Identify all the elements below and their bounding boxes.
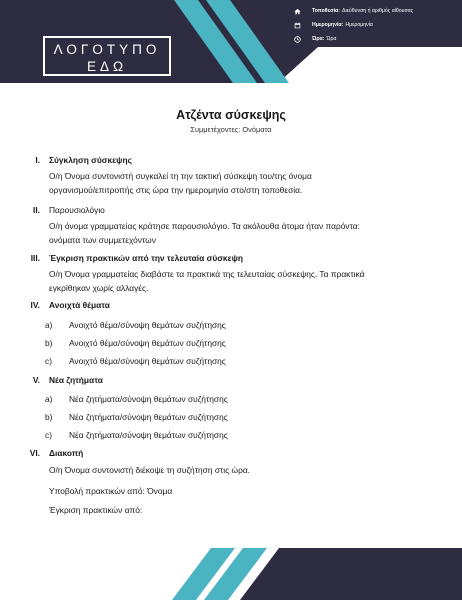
logo-placeholder: ΛΟΓΟΤΥΠΟ ΕΔΩ [43, 36, 171, 76]
meeting-meta [294, 5, 459, 48]
minutes-approved-by: Έγκριση πρακτικών από: [49, 505, 143, 515]
time-row [294, 33, 459, 45]
section-paragraph [49, 464, 414, 478]
list-item-letter: a) [45, 394, 53, 404]
list-item: Ανοιχτό θέμα/σύνοψη θεμάτων συζήτησης [69, 320, 226, 330]
list-item-letter: c) [45, 430, 52, 440]
paragraph-line: εγκρίθηκαν χωρίς αλλαγές. [49, 282, 149, 293]
paragraph-line: Ο/η Όνομα γραμματείας διαβάστε τα πρακτικά της τελευταίας σύσκεψης. Τα πρακτικά [49, 269, 365, 279]
list-item: Νέα ζητήματα/σύνοψη θεμάτων συζήτησης [69, 394, 228, 404]
attendees-line: Συμμετέχοντες: Ονόματα [190, 125, 272, 134]
paragraph-line: Ο/η Όνομα συντονιστή διέκοψε τη συζήτηση στις ώρα. [49, 465, 251, 475]
section-paragraph [49, 268, 414, 295]
footer-banner [0, 548, 462, 600]
list-item: Ανοιχτό θέμα/σύνοψη θεμάτων συζήτησης [69, 356, 226, 366]
section-title-attendance: Παρουσιολόγιο [49, 205, 105, 215]
section-title-new-business: Νέα ζητήματα [49, 375, 103, 385]
list-item: Ανοιχτό θέμα/σύνοψη θεμάτων συζήτησης [69, 338, 226, 348]
time-value: Ώρα [326, 36, 337, 43]
paragraph-line: ονόματα των συμμετεχόντων [49, 234, 156, 245]
document-title: Ατζέντα σύσκεψης [176, 108, 286, 122]
home-icon [294, 7, 304, 15]
list-item: Νέα ζητήματα/σύνοψη θεμάτων συζήτησης [69, 412, 228, 422]
date-row [294, 19, 459, 31]
paragraph-line: Ο/η όνομα γραμματείας κράτησε παρουσιολόγιο. Τα ακόλουθα άτομα ήταν παρόντα: [49, 221, 360, 231]
calendar-icon [294, 21, 304, 29]
paragraph-line: Ο/η Όνομα συντονιστή συγκαλεί τη την τακτική σύσκεψη του/της όνομα [49, 171, 312, 181]
list-item-letter: b) [45, 412, 53, 422]
section-title-call-to-order: Σύγκληση σύσκεψης [49, 155, 132, 165]
section-number: VI. [29, 448, 40, 458]
section-title-approval: Έγκριση πρακτικών από την τελευταία σύσκεψη [49, 253, 243, 263]
date-value: Ημερομηνία [345, 22, 373, 29]
paragraph-line: οργανισμού/επιτροπής στις ώρα την ημερομηνία στο/στη τοποθεσία. [49, 184, 303, 195]
section-title-open-issues: Ανοιχτά θέματα [49, 300, 110, 310]
location-value: Διεύθυνση ή αριθμός αίθουσας [341, 8, 414, 14]
footer-navy-block [240, 548, 462, 600]
section-paragraph [49, 220, 414, 247]
list-item-letter: a) [45, 320, 53, 330]
list-item-letter: b) [45, 338, 53, 348]
date-label: Ημερομηνία: [312, 22, 344, 29]
list-item: Νέα ζητήματα/σύνοψη θεμάτων συζήτησης [69, 430, 228, 440]
time-label: Ώρα: [312, 36, 325, 43]
section-number: III. [30, 253, 40, 263]
section-number: V. [32, 375, 40, 385]
clock-icon [294, 35, 304, 43]
section-title-adjournment: Διακοπή [49, 448, 84, 458]
section-paragraph [49, 170, 414, 197]
minutes-submitted-by: Υποβολή πρακτικών από: Όνομα [49, 486, 173, 496]
section-number: I. [35, 155, 40, 165]
section-number: II. [33, 205, 40, 215]
list-item-letter: c) [45, 356, 52, 366]
location-label: Τοποθεσία: [312, 8, 340, 14]
location-row [294, 5, 459, 17]
section-number: IV. [30, 300, 40, 310]
